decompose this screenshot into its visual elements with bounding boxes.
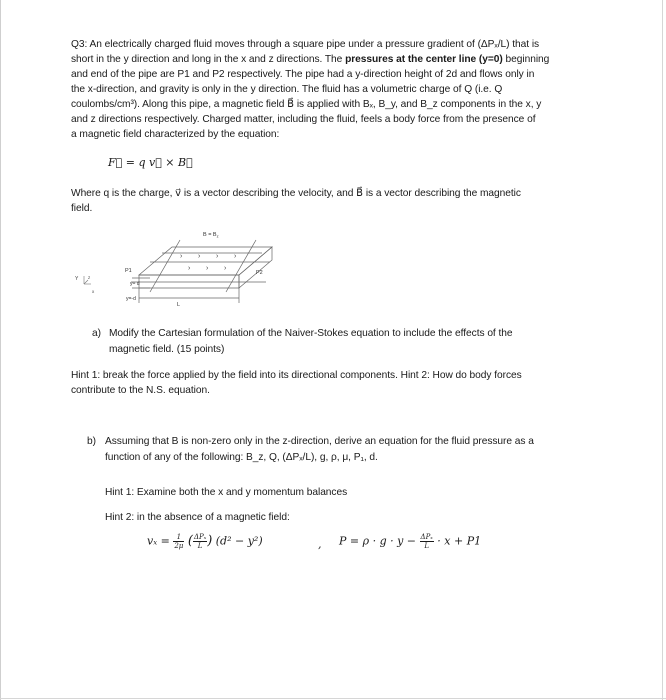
- intro-line-2-text: short in the y direction and long in the x and z directions. The: [71, 54, 346, 65]
- grid-line: [226, 240, 256, 292]
- frac-num: 1: [173, 533, 184, 542]
- pipe-outline: [131, 240, 272, 303]
- y-plus-d-label: y= d: [130, 281, 140, 287]
- axis-z-label: z: [88, 275, 91, 280]
- length-label: L: [177, 302, 181, 308]
- intro-line-7: a magnetic field characterized by the equation:: [71, 129, 280, 140]
- open-paren: (: [187, 533, 193, 549]
- grid-line: [150, 240, 180, 292]
- arrow-mark: ›: [180, 253, 183, 260]
- p-lhs: P = ρ · g · y −: [339, 534, 417, 548]
- dpx-over-l: [193, 533, 207, 550]
- frac-num: ΔPₓ: [193, 533, 207, 541]
- p1-label: P1: [125, 268, 132, 274]
- frac-num: ΔPₓ: [420, 533, 433, 541]
- part-b-line-2: function of any of the following: B_z, Q, (ΔPₓ/L), g, ρ, μ, P₁, d.: [105, 452, 378, 463]
- axis-y-label: Y: [75, 276, 79, 282]
- part-a-hint-2: contribute to the N.S. equation.: [71, 385, 210, 396]
- arrow-mark: ›: [224, 265, 227, 272]
- intro-line-4: the x-direction, and gravity is only in the y direction. The fluid has a volumetric charge of Q (i.e. Q: [71, 84, 503, 95]
- vx-lhs: vₓ =: [147, 534, 170, 548]
- intro-bold-phrase: pressures at the center line (y=0): [345, 54, 503, 65]
- intro-line-1: Q3: An electrically charged fluid moves through a square pipe under a pressure gradient of (ΔPₓ/L) that is: [71, 39, 540, 50]
- velocity-equation: [147, 533, 263, 550]
- intro-line-2-end: beginning: [502, 54, 550, 65]
- intro-line-5: coulombs/cm³). Along this pipe, a magnetic field B⃗ is applied with Bₓ, B_y, and B_z components in the x, y: [71, 99, 542, 110]
- part-a-marker: a): [92, 328, 101, 339]
- part-a-line-2: magnetic field. (15 points): [109, 344, 225, 355]
- equation-separator: ,: [318, 538, 322, 551]
- where-line-1: Where q is the charge, v⃗ is a vector describing the velocity, and B⃗ is a vector describing the magnetic: [71, 188, 521, 199]
- frac-den: L: [424, 542, 429, 550]
- arrow-mark: ›: [206, 265, 209, 272]
- pressure-equation: [339, 533, 481, 550]
- frac-den: L: [197, 542, 203, 550]
- axis-x-label: x: [92, 289, 95, 294]
- close-paren: ): [207, 533, 213, 549]
- p2-label: P2: [256, 270, 263, 276]
- arrow-mark: ›: [188, 265, 191, 272]
- frac-den: 2μ: [174, 542, 184, 550]
- vx-rhs: (d² − y²): [215, 534, 263, 548]
- y-minus-d-label: y=-d: [126, 296, 136, 302]
- pipe-front-face: [139, 275, 239, 288]
- part-b-marker: b): [87, 436, 96, 447]
- part-b-hint-1: Hint 1: Examine both the x and y momentum balances: [105, 487, 348, 498]
- p-rhs: · x + P1: [437, 534, 482, 548]
- part-a-hint-1: Hint 1: break the force applied by the field into its directional components. Hint 2: How do body forces: [71, 370, 522, 381]
- force-equation: F⃗ = q v⃗ × B⃗: [108, 156, 193, 169]
- intro-line-6: and z directions respectively. Charged matter, including the fluid, feels a body force from the presence of: [71, 114, 536, 125]
- flow-arrows: [180, 253, 237, 272]
- part-a-line-1: Modify the Cartesian formulation of the Naiver-Stokes equation to include the effects of the: [109, 328, 513, 339]
- arrow-mark: ›: [216, 253, 219, 260]
- arrow-mark: ›: [234, 253, 237, 260]
- b-field-label: $B = B_z$: [203, 232, 219, 239]
- part-b-hint-2: Hint 2: in the absence of a magnetic field:: [105, 512, 290, 523]
- intro-line-3: and end of the pipe are P1 and P2 respectively. The pipe had a y-direction height of 2d and flows only in: [71, 69, 535, 80]
- part-b-line-1: Assuming that B is non-zero only in the z-direction, derive an equation for the fluid pressure as a: [105, 436, 534, 447]
- arrow-mark: ›: [198, 253, 201, 260]
- dpx-over-l-2: [420, 533, 434, 550]
- one-over-two-mu: [173, 533, 184, 550]
- where-line-2: field.: [71, 203, 93, 214]
